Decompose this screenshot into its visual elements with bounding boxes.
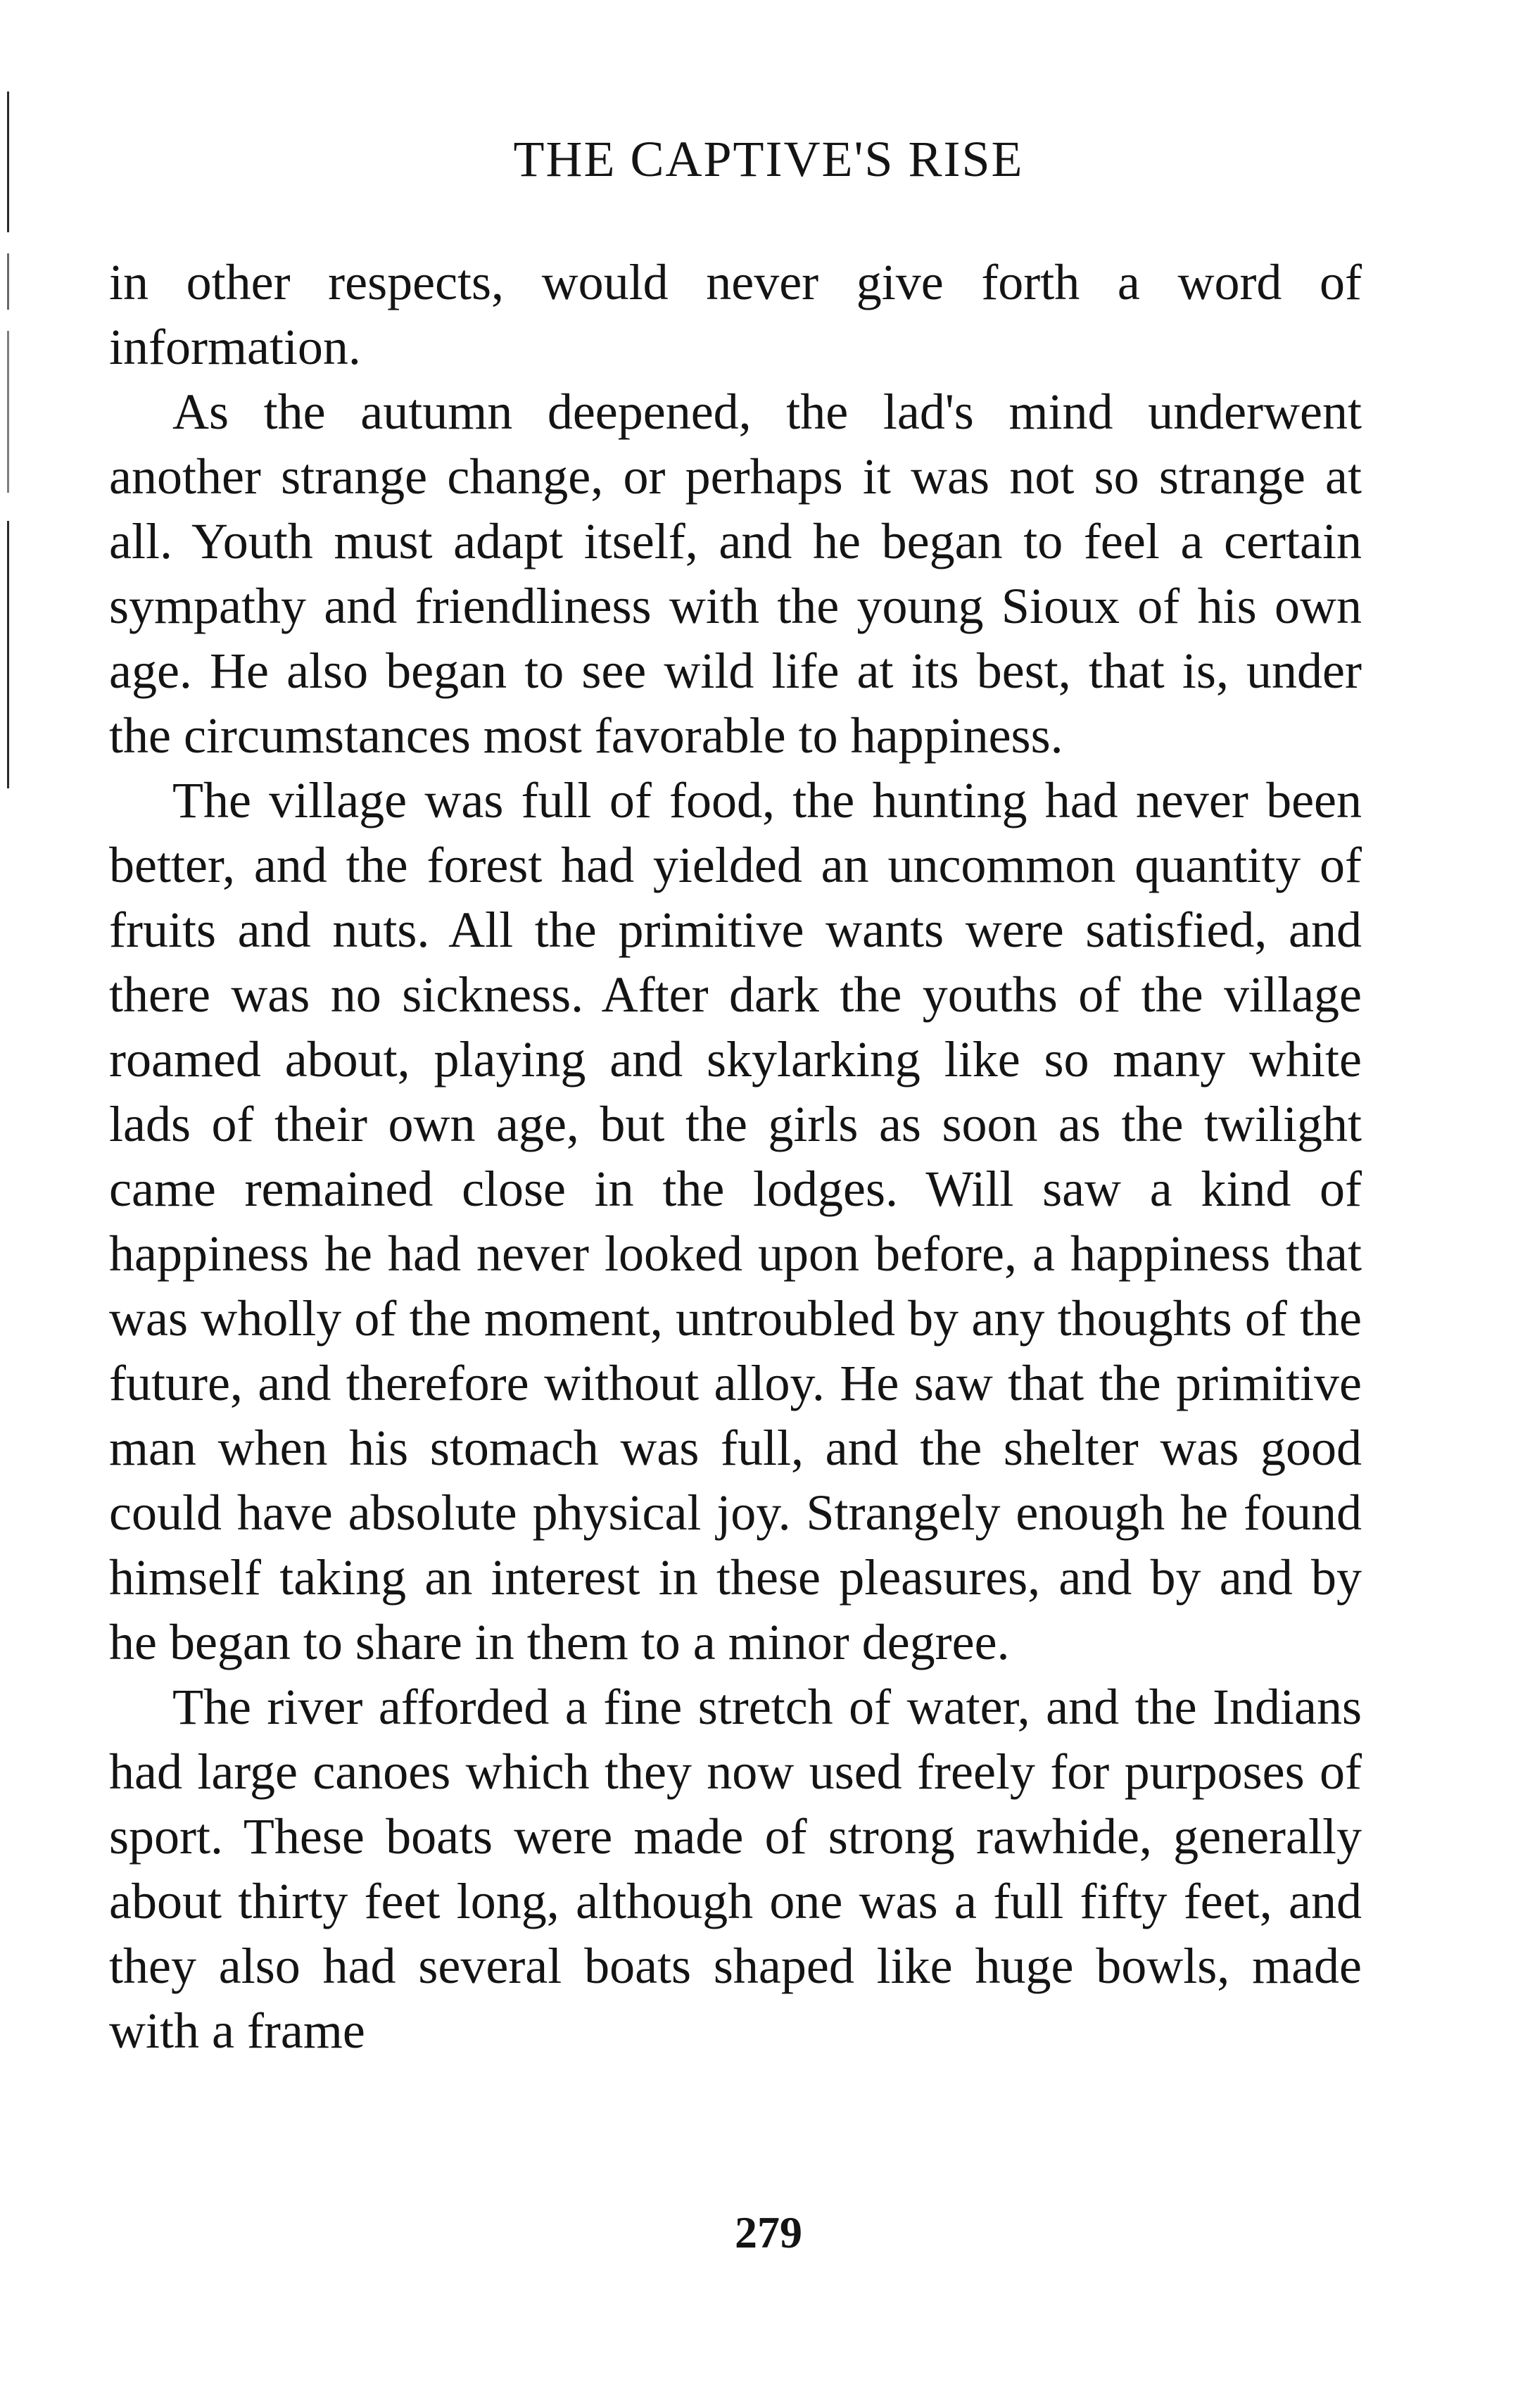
paragraph: The river afforded a fine stretch of water, and the Indians had large canoes which they now used freely for purposes of sport. These boats were made of strong rawhide, generally about thirty feet long, although one was a full fifty feet, and they also had several boats shaped like huge bowls, made with a frame — [109, 1679, 1362, 2059]
page-number: 279 — [735, 2207, 802, 2257]
binding-shadow-line — [7, 521, 9, 788]
paragraph: The village was full of food, the hunting had never been better, and the forest had yielded an uncommon quantity of fruits and nuts. All the primitive wants were satisfied, and there was no sickness. After dark the youths of the village roamed about, playing and skylarking like so many white lads of their own age, but the girls as soon as the twilight came remained close in the lodges. Will saw a kind of happiness he had never looked upon before, a happiness that was wholly of the moment, untroubled by any thoughts of the future, and therefore without alloy. He saw that the primitive man when his stomach was full, and the shelter was good could have absolute physical joy. Strangely enough he found himself taking an interest in these pleasures, and by and by he began to share in them to a minor degree. — [109, 772, 1362, 1670]
running-head: THE CAPTIVE'S RISE — [513, 131, 1024, 187]
paragraph: As the autumn deepened, the lad's mind underwent another strange change, or perhaps it was not so strange at all. Youth must adapt itself, and he began to feel a certain sympathy and friendliness with the young Sioux of his own age. He also began to see wild life at its best, that is, under the circumstances most favorable to happiness. — [109, 384, 1362, 764]
body-text — [109, 250, 1362, 2063]
binding-shadow-line — [7, 253, 9, 310]
paragraph-continuation: in other respects, would never give forth a word of information. — [109, 254, 1362, 375]
binding-shadow-line — [7, 331, 9, 493]
